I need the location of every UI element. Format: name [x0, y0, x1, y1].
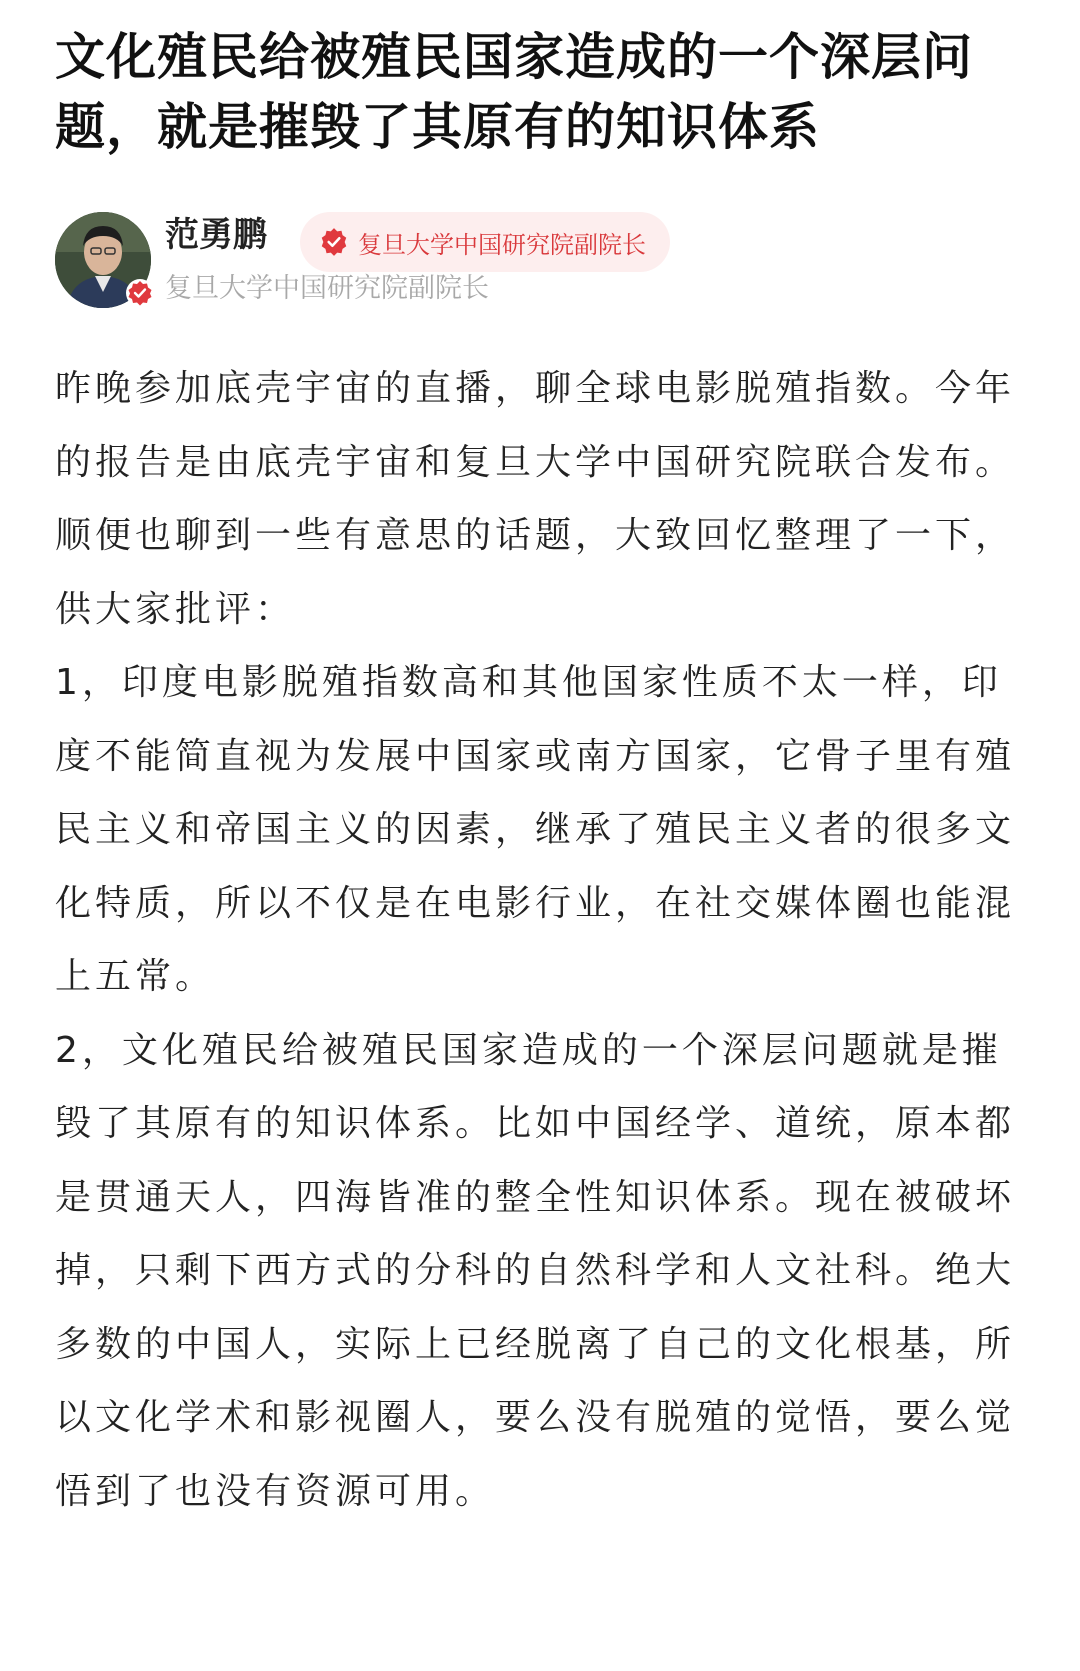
article-title: 文化殖民给被殖民国家造成的一个深层问题，就是摧毁了其原有的知识体系 — [55, 28, 973, 156]
verified-badge-icon — [125, 278, 155, 308]
author-header — [55, 212, 1025, 312]
verified-badge-icon — [318, 226, 350, 258]
author-subtitle: 复旦大学中国研究院副院长 — [165, 273, 489, 304]
verified-title-pill[interactable] — [300, 212, 670, 272]
paragraph: 昨晚参加底壳宇宙的直播，聊全球电影脱殖指数。今年的报告是由底壳宇宙和复旦大学中国研究院联合发布。 — [55, 368, 1016, 483]
article-body — [55, 352, 1025, 1528]
verified-title-text: 复旦大学中国研究院副院长 — [358, 230, 646, 259]
paragraph: 顺便也聊到一些有意思的话题，大致回忆整理了一下，供大家批评： — [55, 515, 1016, 630]
paragraph: 1，印度电影脱殖指数高和其他国家性质不太一样，印度不能简直视为发展中国家或南方国家，它骨子里有殖民主义和帝国主义的因素，继承了殖民主义者的很多文化特质，所以不仅是在电影行业，在社交媒体圈也能混上五常。 — [55, 662, 1016, 997]
paragraph: 2，文化殖民给被殖民国家造成的一个深层问题就是摧毁了其原有的知识体系。比如中国经学、道统，原本都是贯通天人，四海皆准的整全性知识体系。现在被破坏掉，只剩下西方式的分科的自然科学和人文社科。绝大多数的中国人，实际上已经脱离了自己的文化根基，所以文化学术和影视圈人，要么没有脱殖的觉悟，要么觉悟到了也没有资源可用。 — [55, 1029, 1016, 1512]
author-name[interactable]: 范勇鹏 — [165, 215, 267, 255]
